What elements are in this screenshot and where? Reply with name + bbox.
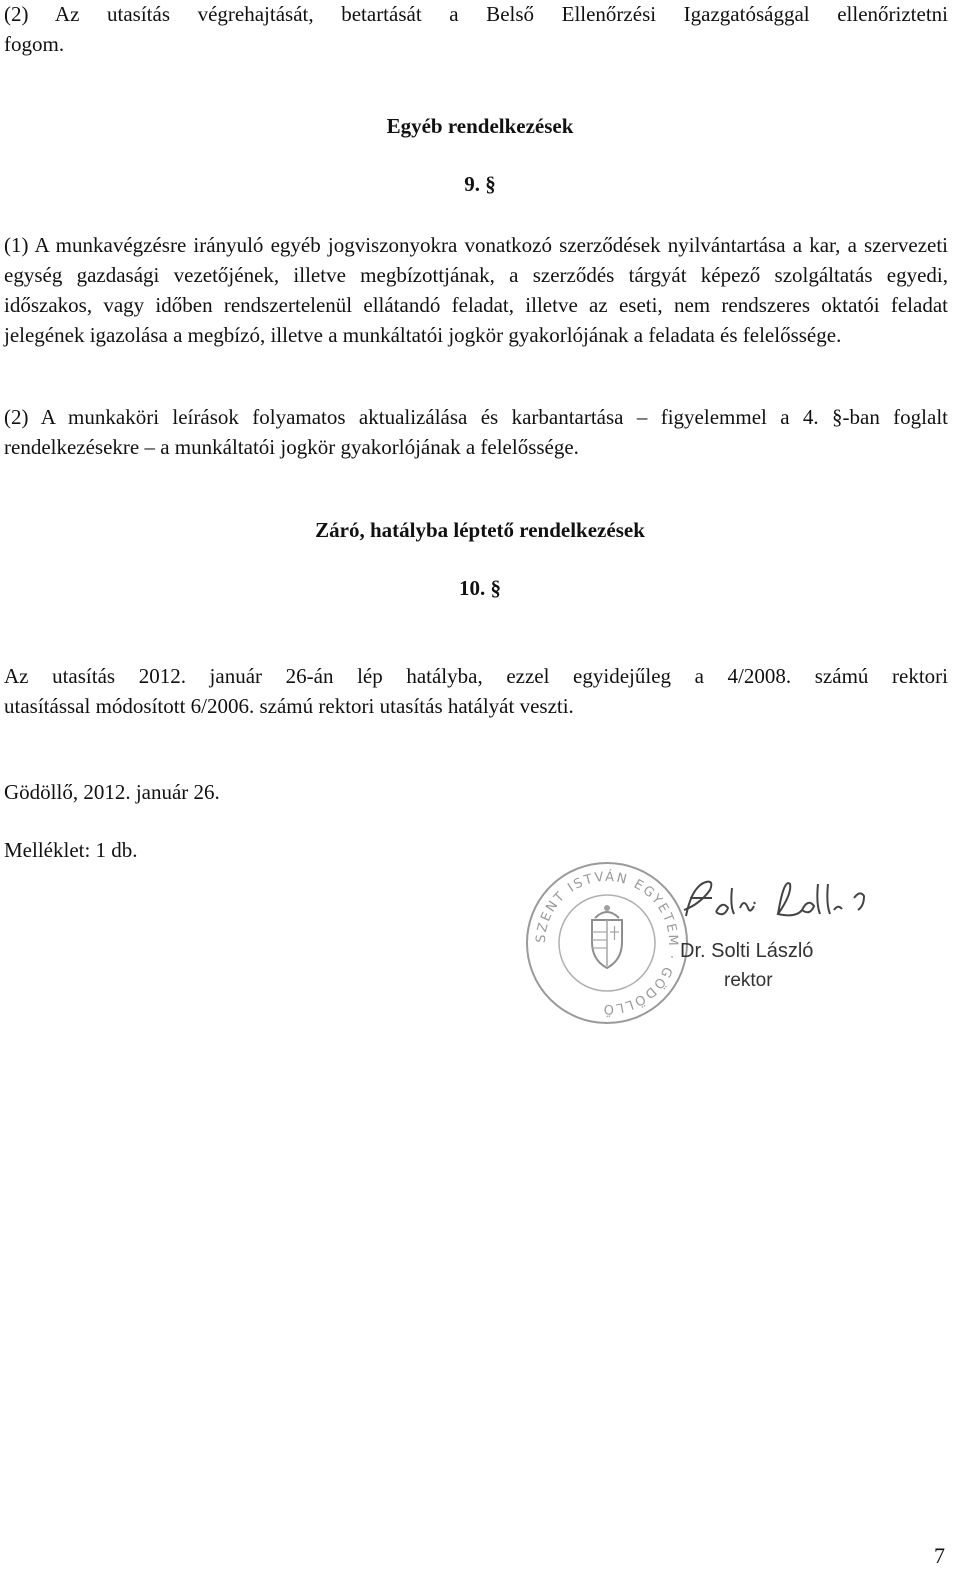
section-10-line-2: utasítással módosított 6/2006. számú rektori utasítás hatályát veszti. xyxy=(4,694,574,718)
heading-final-provisions: Záró, hatályba léptető rendelkezések xyxy=(315,518,645,542)
handwritten-signature xyxy=(668,868,888,938)
intro-paragraph-line-2: fogom. xyxy=(4,32,65,56)
heading-other-provisions: Egyéb rendelkezések xyxy=(386,114,574,138)
section-9-title: 9. § xyxy=(464,172,496,196)
university-stamp xyxy=(522,858,692,1028)
section-10-line-1: Az utasítás 2012. január 26-án lép hatályba, ezzel egyidejűleg a 4/2008. számú rektori xyxy=(4,664,948,688)
page-number: 7 xyxy=(934,1543,945,1568)
attachment-count: Melléklet: 1 db. xyxy=(4,838,138,862)
section-9-paragraph-2: (2) A munkaköri leírások folyamatos aktualizálása és karbantartása – figyelemmel a 4. §-ban foglalt rendelkezésekre – a munkáltatói jogkör gyakorlójának a felelőssége. xyxy=(4,405,948,459)
intro-paragraph-line-1: (2) Az utasítás végrehajtását, betartását a Belső Ellenőrzési Igazgatósággal ellenőriztetni xyxy=(4,2,948,26)
signer-title: rektor xyxy=(724,970,773,991)
section-9-paragraph-1: (1) A munkavégzésre irányuló egyéb jogviszonyokra vonatkozó szerződések nyilvántartása a kar, a szervezeti egység gazdasági vezetőjének, illetve megbízottjának, a szerződés tárgyát képező szolgáltatás egyedi, időszakos, vagy időben rendszertelenül ellátandó feladat, illetve az eseti, nem rendszeres oktatói feladat jelegének igazolása a megbízó, illetve a munkáltatói jogkör gyakorlójának a feladata és felelőssége. xyxy=(4,233,948,347)
svg-text:SZENT ISTVÁN EGYETEM · GÖDÖLLŐ: SZENT ISTVÁN EGYETEM · GÖDÖLLŐ xyxy=(533,869,681,1017)
place-and-date: Gödöllő, 2012. január 26. xyxy=(4,780,220,804)
signer-name: Dr. Solti László xyxy=(680,940,814,962)
section-10-title: 10. § xyxy=(459,576,501,600)
